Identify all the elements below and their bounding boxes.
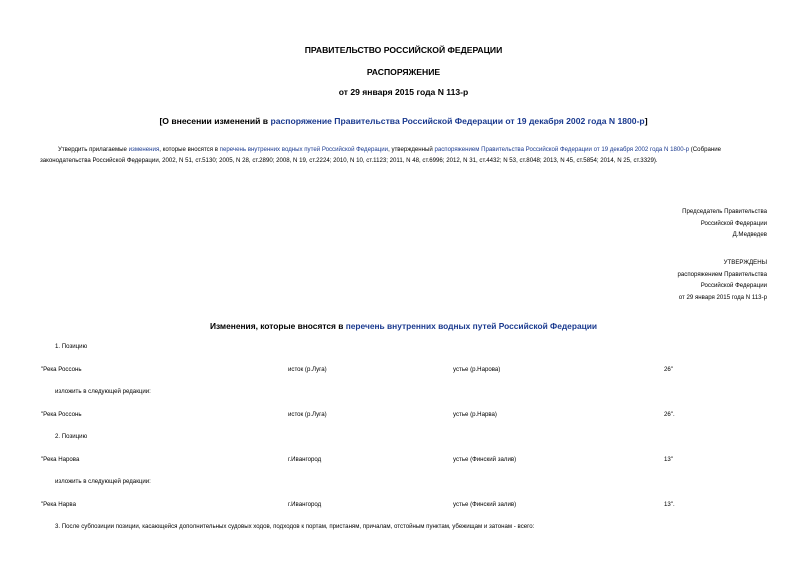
- item1-old-name: "Река Россонь: [41, 366, 82, 373]
- item2-new-name: "Река Нарва: [41, 501, 76, 508]
- approved-line-4: от 29 января 2015 года N 113-р: [678, 293, 767, 301]
- item1-old-source: исток (р.Луга): [288, 366, 327, 373]
- item2-old-name: "Река Нарова: [41, 456, 80, 463]
- item1-new-name: "Река Россонь: [41, 411, 82, 418]
- body-paragraph: [40, 144, 770, 166]
- p1-link-order-1800[interactable]: распоряжением Правительства Российской Федерации от 19 декабря 2002 года N 1800-р: [434, 146, 690, 153]
- signature-line-2: Российской Федерации: [700, 219, 767, 227]
- item1-old-length: 26": [664, 366, 673, 373]
- p1-link-waterways-list[interactable]: перечень внутренних водных путей Российской Федерации: [219, 146, 389, 153]
- government-heading: ПРАВИТЕЛЬСТВО РОССИЙСКОЙ ФЕДЕРАЦИИ: [304, 45, 503, 55]
- document-title: [0, 116, 807, 126]
- item1-old-mouth: устье (р.Нарова): [453, 366, 501, 373]
- p1-link-changes[interactable]: изменения: [128, 146, 160, 153]
- signature-line-3: Д.Медведев: [732, 231, 767, 238]
- item1-instruction: изложить в следующей редакции:: [55, 388, 151, 395]
- changes-heading-text: Изменения, которые вносятся в: [209, 321, 346, 331]
- item2-old-source: г.Ивангород: [288, 456, 322, 463]
- item2-label: 2. Позицию: [55, 433, 88, 440]
- item2-old-length: 13": [664, 456, 673, 463]
- item1-new-mouth: устье (р.Нарва): [453, 411, 497, 418]
- item1-new-length: 26".: [664, 411, 675, 418]
- item3-text: 3. После субпозиции позиции, касающейся дополнительных судовых ходов, подходов к портам, пристаням, причалам, отстойным пунктам, убежищам и затонам - всего:: [55, 523, 535, 530]
- document-date-number: от 29 января 2015 года N 113-р: [338, 87, 469, 97]
- item2-new-source: г.Ивангород: [288, 501, 322, 508]
- p1-text-b: , которые вносятся в: [159, 146, 220, 153]
- approved-line-1: УТВЕРЖДЕНЫ: [723, 259, 767, 266]
- p1-text-c: , утвержденный: [388, 146, 435, 153]
- item2-instruction: изложить в следующей редакции:: [55, 478, 151, 485]
- approved-block: [678, 257, 767, 303]
- item2-old-mouth: устье (Финский залив): [453, 456, 517, 463]
- approved-line-2: распоряжением Правительства: [677, 270, 767, 278]
- signature-line-1: Председатель Правительства: [682, 208, 767, 215]
- item1-label: 1. Позицию: [55, 343, 88, 350]
- title-link[interactable]: распоряжение Правительства Российской Федерации от 19 декабря 2002 года N 1800-р: [270, 116, 645, 126]
- item2-new-mouth: устье (Финский залив): [453, 501, 517, 508]
- p1-text-a: Утвердить прилагаемые: [58, 146, 129, 153]
- p1-text-d: (Собрание законодательства Российской Федерации, 2002, N 51, ст.5130; 2005, N 28, ст.2890; 2008, N 19, ст.2224; 2010, N 10, ст.1123; 2011, N 48, ст.6996; 2012, N 31, ст.4432; N 53, ст.8048; 2013, N 45, ст.5854; 2014, N 25, ст.3329).: [40, 146, 722, 164]
- title-suffix: ]: [644, 116, 648, 126]
- item1-new-source: исток (р.Луга): [288, 411, 327, 418]
- title-prefix: [О внесении изменений в: [159, 116, 271, 126]
- changes-heading-link[interactable]: перечень внутренних водных путей Российской Федерации: [345, 321, 598, 331]
- signature-block: [682, 206, 767, 241]
- approved-line-3: Российской Федерации: [700, 282, 767, 289]
- changes-heading: [0, 321, 807, 331]
- document-type: РАСПОРЯЖЕНИЕ: [366, 67, 441, 77]
- item2-new-length: 13".: [664, 501, 675, 508]
